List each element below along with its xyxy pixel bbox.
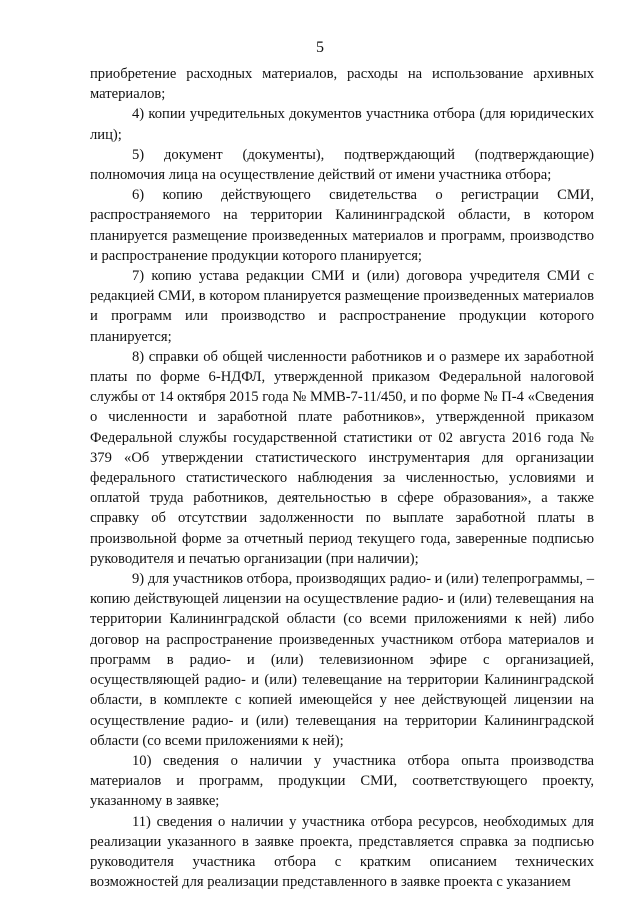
paragraph-item-8: 8) справки об общей численности работников и о размере их заработной платы по форме 6-НДФЛ, утвержденной приказом Федеральной налоговой службы от 14 октября 2015 года № ММВ-7-11/450, и по форме № П-4 «Сведения о численности и заработной плате работников», утвержденной приказом Федеральной службы государственной статистики от 02 августа 2016 года № 379 «Об утверждении статистического инструментария для организации федерального статистического наблюдения за численностью, условиями и оплатой труда работников, деятельностью в сфере образования», а также справку об отсутствии задолженности по выплате заработной платы в произвольной форме за отчетный период текущего года, заверенные подписью руководителя и печатью организации (при наличии);: [90, 348, 594, 567]
paragraph-item-10: 10) сведения о наличии у участника отбора опыта производства материалов и программ, продукции СМИ, соответствующего проекту, указанному в заявке;: [90, 752, 594, 810]
page-number: 5: [316, 39, 324, 56]
paragraph-item-9: 9) для участников отбора, производящих радио- и (или) телепрограммы, – копию действующей лицензии на осуществление радио- и (или) телевещания на территории Калининградской области (со всеми приложениями к ней) либо договор на распространение произведенных участником отбора материалов и программ в радио- и (или) телевизионном эфире с организацией, осуществляющей радио- и (или) телевещание на территории Калининградской области, в комплекте с копией имеющейся у нее действующей лицензии на осуществление радио- и (или) телевещания на территории Калининградской области (со всеми приложениями к ней);: [90, 571, 594, 749]
paragraph-item-7: 7) копию устава редакции СМИ и (или) договора учредителя СМИ с редакцией СМИ, в котором планируется размещение произведенных материалов и программ или производство и распространение продукции которого планируется;: [90, 268, 594, 345]
paragraph-item-5: 5) документ (документы), подтверждающий (подтверждающие) полномочия лица на осуществление действий от имени участника отбора;: [90, 146, 594, 184]
paragraph-item-6: 6) копию действующего свидетельства о регистрации СМИ, распространяемого на территории Калининградской области, в котором планируется размещение произведенных материалов и программ, производство и распространение продукции которого планируется;: [90, 187, 594, 264]
paragraph-item-4: 4) копии учредительных документов участника отбора (для юридических лиц);: [90, 106, 594, 143]
paragraph-item-11: 11) сведения о наличии у участника отбора ресурсов, необходимых для реализации указанного в заявке проекта, представляется справка за подписью руководителя участника отбора с кратким описанием технических возможностей для реализации представленного в заявке проекта с указанием: [90, 813, 594, 891]
document-body: [90, 64, 594, 892]
paragraph-continuation: приобретение расходных материалов, расходы на использование архивных материалов;: [90, 66, 594, 103]
